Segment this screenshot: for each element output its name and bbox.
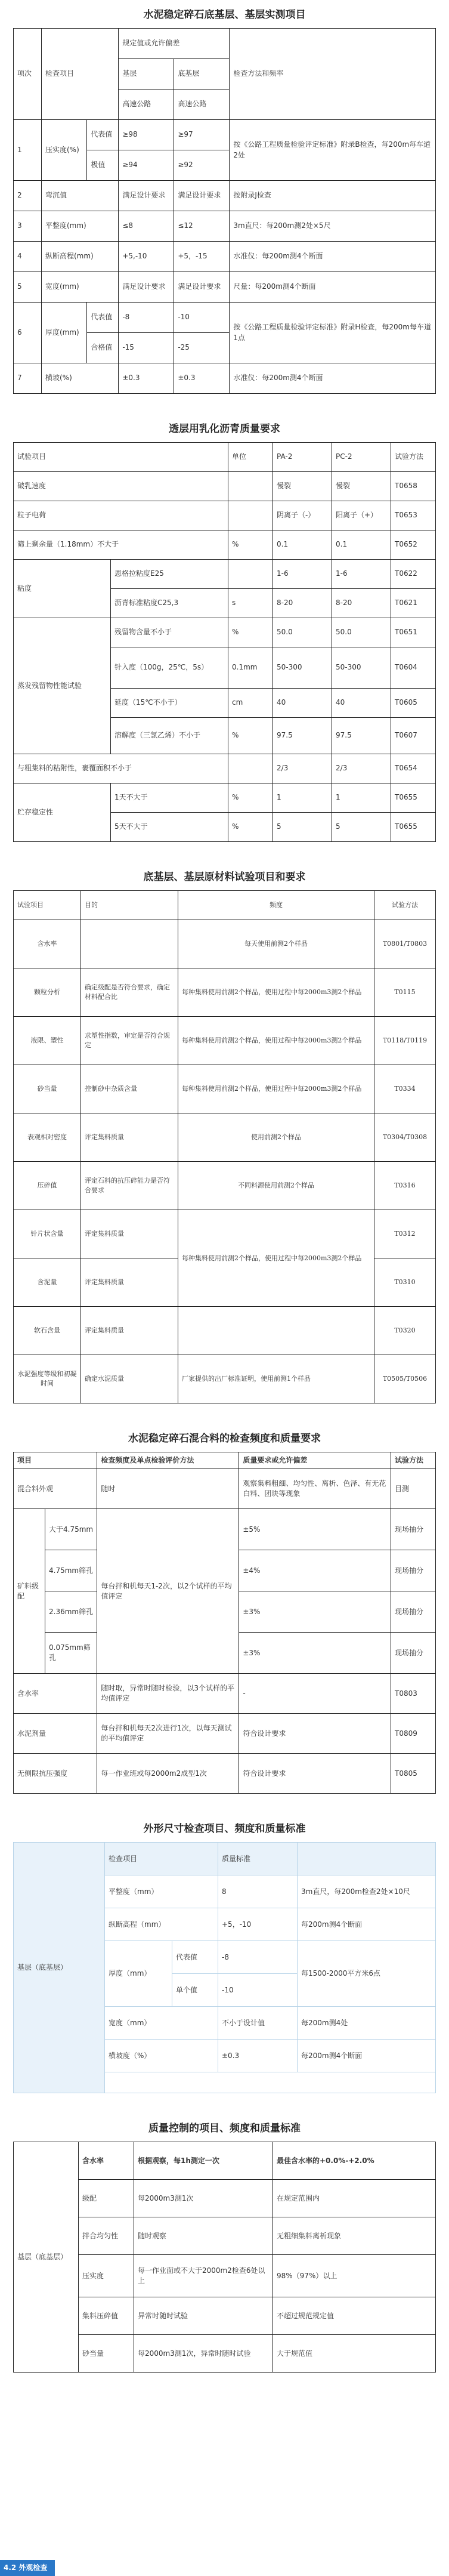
table-cell: 2/3 — [273, 754, 332, 783]
table-cell: 2/3 — [332, 754, 391, 783]
table-cell: 每200m测4个断面 — [298, 1908, 436, 1941]
table-cell: 纵断高程(mm) — [42, 242, 119, 272]
table-cell: 厚度（mm） — [105, 1941, 172, 2007]
table-cell: 水准仪：每200m测4个断面 — [230, 242, 436, 272]
table-cell: T0655 — [391, 783, 436, 813]
table-cell: 大于4.75mm — [45, 1509, 97, 1550]
table-cell: 每台拌和机每天1-2次，以2个试样的平均值评定 — [97, 1509, 239, 1674]
table-cell — [105, 2072, 436, 2093]
table-row — [14, 242, 436, 272]
table-cell: -8 — [119, 303, 174, 333]
table-row — [14, 1307, 436, 1355]
table-cell: 不超过规范规定值 — [273, 2297, 436, 2335]
table-cell: 98%（97%）以上 — [273, 2255, 436, 2297]
table-cell: 代表值 — [87, 303, 119, 333]
table-row — [14, 120, 436, 150]
table-cell: 平整度(mm) — [42, 211, 119, 242]
table-cell: 1 — [14, 120, 42, 181]
table-cell: 宽度(mm) — [42, 272, 119, 303]
table-cell: 50-300 — [332, 647, 391, 689]
table-cell: 含水率 — [14, 1674, 97, 1714]
measured-items-table — [13, 28, 436, 394]
table-cell: -10 — [174, 303, 230, 333]
header-cell: 底基层 — [174, 59, 230, 90]
header-cell: 试验项目 — [14, 443, 228, 472]
table-cell: 3m直尺，每200m检查2处×10尺 — [298, 1875, 436, 1908]
table-cell: ±0.3 — [119, 363, 174, 394]
table-cell: T0118/T0119 — [374, 1017, 436, 1065]
table-cell: 评定集料质量 — [81, 1258, 178, 1307]
table-cell: - — [239, 1674, 391, 1714]
section-emulsified-asphalt — [0, 414, 449, 842]
table-row — [14, 1714, 436, 1754]
table-cell: 沥青标准粘度C25,3 — [111, 589, 228, 618]
table-cell: 3 — [14, 211, 42, 242]
header-cell: 检查方法和频率 — [230, 29, 436, 120]
table-row — [14, 1113, 436, 1162]
mixture-inspection-table — [13, 1452, 436, 1794]
header-cell: 高速公路 — [174, 90, 230, 120]
table-cell: 97.5 — [273, 718, 332, 754]
table-cell: 按《公路工程质量检验评定标准》附录H检查，每200m每车道1点 — [230, 303, 436, 363]
table-cell: 评定集料质量 — [81, 1210, 178, 1258]
table-cell: 尺量：每200m测4个断面 — [230, 272, 436, 303]
table-cell: 1天不大于 — [111, 783, 228, 813]
table-row — [14, 501, 436, 530]
table-cell: 确定级配是否符合要求，确定材料配合比 — [81, 968, 178, 1017]
table-cell: T0654 — [391, 754, 436, 783]
section-title: 底基层、基层原材料试验项目和要求 — [143, 871, 306, 883]
table-cell: 在规定范围内 — [273, 2180, 436, 2217]
table-cell: ±3% — [239, 1591, 391, 1633]
table-cell: ≤8 — [119, 211, 174, 242]
table-cell: 筛上剩余量（1.18mm）不大于 — [14, 530, 228, 560]
table-cell: 横坡度（%） — [105, 2040, 218, 2072]
table-cell: % — [228, 618, 273, 647]
table-row — [14, 1754, 436, 1794]
table-cell: 根据观察，每1h测定一次 — [134, 2142, 273, 2180]
table-cell: 2.36mm筛孔 — [45, 1591, 97, 1633]
header-cell: PA-2 — [273, 443, 332, 472]
table-cell: 压实度 — [79, 2255, 134, 2297]
table-cell: ±5% — [239, 1509, 391, 1550]
table-cell: 每种集料使用前测2个样品，使用过程中每2000m3测2个样品 — [178, 1210, 374, 1307]
table-row — [14, 363, 436, 394]
header-cell: 检查项目 — [42, 29, 119, 120]
table-cell: 满足设计要求 — [174, 272, 230, 303]
table-cell: 1 — [273, 783, 332, 813]
table-cell: 混合料外观 — [14, 1469, 97, 1509]
table-cell: 含水率 — [14, 920, 81, 968]
table-cell: 随时取，异常时随时检验，以3个试样的平均值评定 — [97, 1674, 239, 1714]
table-row — [14, 1162, 436, 1210]
table-header-row — [14, 443, 436, 472]
table-cell: 现场抽分 — [391, 1550, 436, 1591]
table-cell: -8 — [218, 1941, 298, 1974]
header-cell: 检查频度及单点检验评价方法 — [97, 1452, 239, 1469]
table-cell: 无粗细集料离析现象 — [273, 2217, 436, 2255]
table-cell: T0653 — [391, 501, 436, 530]
table-cell: 7 — [14, 363, 42, 394]
section-quality-control — [0, 2114, 449, 2373]
table-cell: 恩格拉粘度E25 — [111, 560, 228, 589]
section-heading-tab: 4.2 外观检查 — [0, 2560, 55, 2576]
table-cell: % — [228, 783, 273, 813]
header-cell: 基层 — [119, 59, 174, 90]
table-cell: 水准仪：每200m测4个断面 — [230, 363, 436, 394]
header-cell — [298, 1843, 436, 1875]
table-row — [14, 272, 436, 303]
table-cell: 纵断高程（mm） — [105, 1908, 218, 1941]
table-cell: T0801/T0803 — [374, 920, 436, 968]
table-cell: 评定石料的抗压碎能力是否符合要求 — [81, 1162, 178, 1210]
table-cell: 每2000m3测1次，异常时随时试验 — [134, 2335, 273, 2373]
section-title: 水泥稳定碎石底基层、基层实测项目 — [143, 9, 306, 21]
table-cell: 满足设计要求 — [119, 272, 174, 303]
table-cell: 最佳含水率的+0.0%-+2.0% — [273, 2142, 436, 2180]
table-cell: 3m直尺：每200m测2处×5尺 — [230, 211, 436, 242]
table-row — [14, 968, 436, 1017]
table-cell: -15 — [119, 333, 174, 363]
table-cell: +5，-15 — [174, 242, 230, 272]
table-cell: 宽度（mm） — [105, 2007, 218, 2040]
table-cell: 2 — [14, 181, 42, 211]
table-cell: 针片状含量 — [14, 1210, 81, 1258]
table-cell: T0304/T0308 — [374, 1113, 436, 1162]
table-row — [14, 2142, 436, 2180]
table-header-row — [14, 1843, 436, 1875]
table-cell: 按附录J检查 — [230, 181, 436, 211]
table-cell: -10 — [218, 1974, 298, 2007]
table-cell: 慢裂 — [332, 472, 391, 501]
table-cell: 大于规范值 — [273, 2335, 436, 2373]
table-cell: 5 — [273, 813, 332, 842]
table-cell: 观察集料粗细、均匀性、离析、色泽、有无花白料、团块等现象 — [239, 1469, 391, 1509]
table-cell: 横坡(%) — [42, 363, 119, 394]
header-cell: 目的 — [81, 891, 178, 920]
table-cell: 8-20 — [332, 589, 391, 618]
table-cell: 水泥剂量 — [14, 1714, 97, 1754]
table-cell: 每200m测4个断面 — [298, 2040, 436, 2072]
table-cell: 现场抽分 — [391, 1591, 436, 1633]
table-cell: 延度（15℃不小于） — [111, 689, 228, 718]
table-cell: 5天不大于 — [111, 813, 228, 842]
table-cell: 贮存稳定性 — [14, 783, 111, 842]
table-cell: 弯沉值 — [42, 181, 119, 211]
table-row — [14, 783, 436, 813]
table-cell — [228, 501, 273, 530]
header-cell: 试验方法 — [374, 891, 436, 920]
section-title: 透层用乳化沥青质量要求 — [169, 423, 280, 435]
table-cell: 目测 — [391, 1469, 436, 1509]
table-cell: 液限、塑性 — [14, 1017, 81, 1065]
table-cell: % — [228, 530, 273, 560]
table-cell: 50.0 — [332, 618, 391, 647]
table-cell: 含泥量 — [14, 1258, 81, 1307]
table-cell: 矿料级配 — [14, 1509, 45, 1674]
table-cell: 水泥强度等级和初凝时间 — [14, 1355, 81, 1403]
table-cell: 求塑性指数，审定是否符合规定 — [81, 1017, 178, 1065]
quality-control-table — [13, 2142, 436, 2373]
table-cell: 8 — [218, 1875, 298, 1908]
table-cell: 厚度(mm) — [42, 303, 87, 363]
table-cell: 砂当量 — [14, 1065, 81, 1113]
header-cell: PC-2 — [332, 443, 391, 472]
table-cell: 阴离子（-） — [273, 501, 332, 530]
table-cell: 残留物含量不小于 — [111, 618, 228, 647]
table-cell: 97.5 — [332, 718, 391, 754]
table-cell: 控制砂中杂质含量 — [81, 1065, 178, 1113]
table-cell: ≥98 — [119, 120, 174, 150]
table-cell: 1-6 — [332, 560, 391, 589]
table-cell: ±4% — [239, 1550, 391, 1591]
table-cell: T0622 — [391, 560, 436, 589]
table-cell: 代表值 — [172, 1941, 218, 1974]
table-cell: 使用前测2个样品 — [178, 1113, 374, 1162]
table-cell: 基层（底基层） — [14, 2142, 79, 2373]
table-cell: 每种集料使用前测2个样品，使用过程中每2000m3测2个样品 — [178, 1017, 374, 1065]
table-cell: 4 — [14, 242, 42, 272]
raw-material-tests-table — [13, 890, 436, 1403]
table-cell: 5 — [14, 272, 42, 303]
table-cell: 现场抽分 — [391, 1509, 436, 1550]
table-cell: 现场抽分 — [391, 1633, 436, 1674]
section-mixture-inspection — [0, 1424, 449, 1794]
table-row — [14, 472, 436, 501]
header-cell: 质量要求或允许偏差 — [239, 1452, 391, 1469]
table-cell: 级配 — [79, 2180, 134, 2217]
table-cell: 蒸发残留物性能试验 — [14, 618, 111, 754]
table-cell: 6 — [14, 303, 42, 363]
table-row — [14, 1469, 436, 1509]
table-cell: T0320 — [374, 1307, 436, 1355]
table-cell: T0658 — [391, 472, 436, 501]
table-cell: 基层（底基层） — [14, 1843, 105, 2093]
section-title: 质量控制的项目、频度和质量标准 — [148, 2122, 301, 2135]
table-header-row — [14, 1452, 436, 1469]
table-cell: T0334 — [374, 1065, 436, 1113]
table-cell: 不小于设计值 — [218, 2007, 298, 2040]
table-cell: 单个值 — [172, 1974, 218, 2007]
section-title: 水泥稳定碎石混合料的检查频度和质量要求 — [128, 1433, 321, 1445]
section-cement-stabilized-measured-items — [0, 0, 449, 394]
table-cell: 合格值 — [87, 333, 119, 363]
table-cell: T0803 — [391, 1674, 436, 1714]
table-row — [14, 1017, 436, 1065]
table-cell: T0607 — [391, 718, 436, 754]
table-cell: 溶解度（三氯乙烯）不小于 — [111, 718, 228, 754]
table-cell: T0312 — [374, 1210, 436, 1258]
table-cell: 与粗集料的粘附性，裹覆面积不小于 — [14, 754, 228, 783]
table-cell: T0655 — [391, 813, 436, 842]
table-cell: 表观相对密度 — [14, 1113, 81, 1162]
table-header-row — [14, 29, 436, 59]
header-cell: 质量标准 — [218, 1843, 298, 1875]
table-cell: 拌合均匀性 — [79, 2217, 134, 2255]
table-cell: 每种集料使用前测2个样品，使用过程中每2000m3测2个样品 — [178, 1065, 374, 1113]
table-cell: T0115 — [374, 968, 436, 1017]
table-row — [14, 1674, 436, 1714]
header-cell: 高速公路 — [119, 90, 174, 120]
table-row — [14, 618, 436, 647]
table-cell: 破乳速度 — [14, 472, 228, 501]
table-cell — [228, 754, 273, 783]
table-cell: ±0.3 — [218, 2040, 298, 2072]
dimension-inspection-table — [13, 1842, 436, 2093]
table-cell: 软石含量 — [14, 1307, 81, 1355]
table-cell: 5 — [332, 813, 391, 842]
table-cell: 针入度（100g，25℃，5s） — [111, 647, 228, 689]
emulsified-asphalt-table — [13, 442, 436, 842]
table-row — [14, 560, 436, 589]
table-cell: 4.75mm筛孔 — [45, 1550, 97, 1591]
table-cell: 40 — [273, 689, 332, 718]
table-cell — [178, 1307, 374, 1355]
table-cell: 阳离子（+） — [332, 501, 391, 530]
table-cell: 0.075mm筛孔 — [45, 1633, 97, 1674]
table-cell: 砂当量 — [79, 2335, 134, 2373]
table-cell: 每天使用前测2个样品 — [178, 920, 374, 968]
table-cell: 符合设计要求 — [239, 1714, 391, 1754]
table-cell: 每200m测4处 — [298, 2007, 436, 2040]
table-cell: 每一作业面或不大于2000m2检查6处以上 — [134, 2255, 273, 2297]
table-cell — [81, 920, 178, 968]
table-cell: 评定集料质量 — [81, 1113, 178, 1162]
table-cell: 按《公路工程质量检验评定标准》附录B检查，每200m每车道2处 — [230, 120, 436, 181]
section-title: 外形尺寸检查项目、频度和质量标准 — [143, 1823, 306, 1835]
table-cell: 压碎值 — [14, 1162, 81, 1210]
table-cell: 符合设计要求 — [239, 1754, 391, 1794]
header-cell: 频度 — [178, 891, 374, 920]
table-cell: 1-6 — [273, 560, 332, 589]
table-cell: 0.1 — [332, 530, 391, 560]
header-cell: 项目 — [14, 1452, 97, 1469]
table-cell: T0605 — [391, 689, 436, 718]
header-cell: 试验方法 — [391, 1452, 436, 1469]
table-cell: 厂家提供的出厂标准证明，使用前测1个样品 — [178, 1355, 374, 1403]
header-cell: 规定值或允许偏差 — [119, 29, 230, 59]
table-row — [14, 1509, 436, 1550]
section-dimension-inspection — [0, 1814, 449, 2093]
table-cell: s — [228, 589, 273, 618]
table-cell: T0651 — [391, 618, 436, 647]
table-cell: 粒子电荷 — [14, 501, 228, 530]
header-cell: 项次 — [14, 29, 42, 120]
table-cell: % — [228, 718, 273, 754]
table-row — [14, 920, 436, 968]
table-cell: 随时 — [97, 1469, 239, 1509]
header-cell: 试验项目 — [14, 891, 81, 920]
table-cell: 代表值 — [87, 120, 119, 150]
header-cell: 检查项目 — [105, 1843, 218, 1875]
table-cell: 每种集料使用前测2个样品，使用过程中每2000m3测2个样品 — [178, 968, 374, 1017]
table-cell: T0505/T0506 — [374, 1355, 436, 1403]
table-cell: 随时观察 — [134, 2217, 273, 2255]
table-cell: T0310 — [374, 1258, 436, 1307]
table-cell: 粘度 — [14, 560, 111, 618]
table-cell: +5,-10 — [119, 242, 174, 272]
table-cell: 40 — [332, 689, 391, 718]
table-cell: -25 — [174, 333, 230, 363]
table-cell — [228, 472, 273, 501]
table-cell: T0652 — [391, 530, 436, 560]
table-cell: ±3% — [239, 1633, 391, 1674]
table-cell: T0604 — [391, 647, 436, 689]
header-cell: 单位 — [228, 443, 273, 472]
table-cell: 每1500-2000平方米6点 — [298, 1941, 436, 2007]
table-row — [14, 1065, 436, 1113]
table-cell: 含水率 — [79, 2142, 134, 2180]
table-cell: 颗粒分析 — [14, 968, 81, 1017]
table-cell: 平整度（mm） — [105, 1875, 218, 1908]
table-cell: 慢裂 — [273, 472, 332, 501]
table-cell: 无侧限抗压强度 — [14, 1754, 97, 1794]
table-cell: ≥94 — [119, 150, 174, 181]
table-cell: ≥97 — [174, 120, 230, 150]
table-cell: 0.1mm — [228, 647, 273, 689]
section-raw-material-tests — [0, 862, 449, 1403]
table-cell: T0809 — [391, 1714, 436, 1754]
table-cell: 8-20 — [273, 589, 332, 618]
header-cell: 试验方法 — [391, 443, 436, 472]
table-cell — [228, 560, 273, 589]
table-cell: 每2000m3测1次 — [134, 2180, 273, 2217]
table-cell: 满足设计要求 — [174, 181, 230, 211]
table-row — [14, 211, 436, 242]
table-cell: 满足设计要求 — [119, 181, 174, 211]
table-row — [14, 1355, 436, 1403]
table-cell: 每一作业班或每2000m2成型1次 — [97, 1754, 239, 1794]
table-cell: 0.1 — [273, 530, 332, 560]
table-row — [14, 303, 436, 333]
table-cell: 压实度(%) — [42, 120, 87, 181]
table-cell: 50-300 — [273, 647, 332, 689]
table-cell: 极值 — [87, 150, 119, 181]
table-row — [14, 530, 436, 560]
table-row — [14, 181, 436, 211]
table-row — [14, 1210, 436, 1258]
table-cell: ≤12 — [174, 211, 230, 242]
table-cell: 异常时随时试验 — [134, 2297, 273, 2335]
table-cell: 50.0 — [273, 618, 332, 647]
table-cell: T0621 — [391, 589, 436, 618]
table-cell: T0805 — [391, 1754, 436, 1794]
table-row — [14, 754, 436, 783]
table-cell: % — [228, 813, 273, 842]
table-header-row — [14, 891, 436, 920]
table-cell: ±0.3 — [174, 363, 230, 394]
table-cell: cm — [228, 689, 273, 718]
table-cell: 1 — [332, 783, 391, 813]
table-cell: T0316 — [374, 1162, 436, 1210]
table-cell: 确定水泥质量 — [81, 1355, 178, 1403]
table-cell: 评定集料质量 — [81, 1307, 178, 1355]
table-cell: 集料压碎值 — [79, 2297, 134, 2335]
table-cell: +5，-10 — [218, 1908, 298, 1941]
table-cell: 不同料源使用前测2个样品 — [178, 1162, 374, 1210]
table-cell: 每台拌和机每天2次进行1次，以每天测试的平均值评定 — [97, 1714, 239, 1754]
table-cell: ≥92 — [174, 150, 230, 181]
